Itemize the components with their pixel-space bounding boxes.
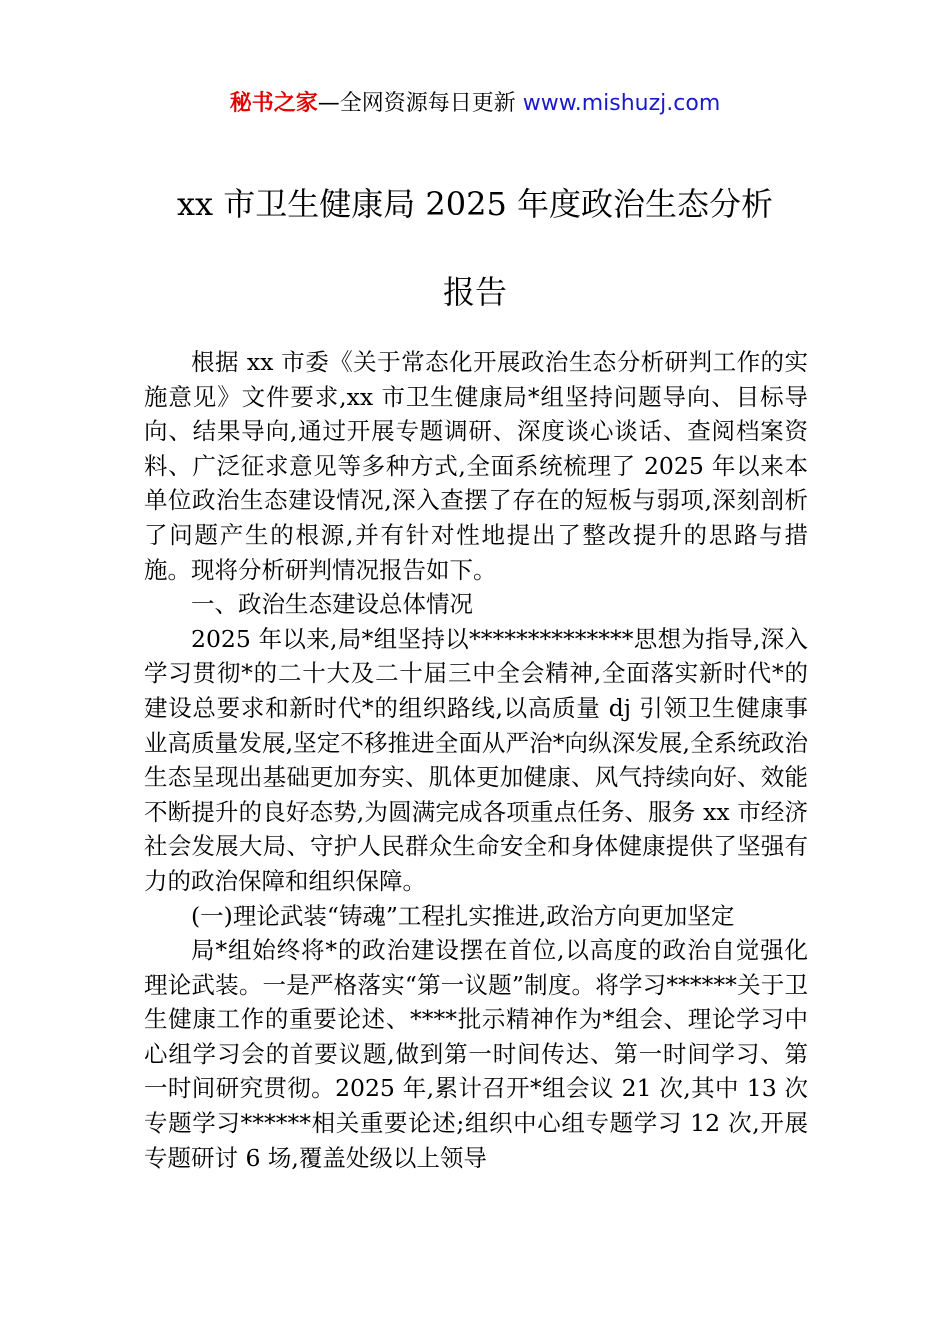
site-tagline: —全网资源每日更新 <box>317 91 523 116</box>
intro-paragraph: 根据 xx 市委《关于常态化开展政治生态分析研判工作的实施意见》文件要求,xx 市卫生健康局*组坚持问题导向、目标导向、结果导向,通过开展专题调研、深度谈心谈话、查阅档案资料、广泛征求意见等多种方式,全面系统梳理了 2025 年以来本单位政治生态建设情况,深入查摆了存在的短板与弱项,深刻剖析了问题产生的根源,并有针对性地提出了整改提升的思路与措施。现将分析研判情况报告如下。 <box>144 348 808 584</box>
site-url-link[interactable]: www.mishuzj.com <box>522 91 721 116</box>
document-body <box>144 345 808 1175</box>
theory-paragraph: 局*组始终将*的政治建设摆在首位,以高度的政治自觉强化理论武装。一是严格落实“第一议题”制度。将学习******关于卫生健康工作的重要论述、****批示精神作为*组会、理论学习中心组学习会的首要议题,做到第一时间传达、第一时间学习、第一时间研究贯彻。2025 年,累计召开*组会议 21 次,其中 13 次专题学习******相关重要论述;组织中心组专题学习 12 次,开展专题研讨 6 场,覆盖处级以上领导 <box>144 936 808 1172</box>
document-title-line2: 报告 <box>442 273 507 311</box>
site-header <box>0 88 950 120</box>
overview-paragraph: 2025 年以来,局*组坚持以**************思想为指导,深入学习贯彻*的二十大及二十届三中全会精神,全面落实新时代*的建设总要求和新时代*的组织路线,以高质量 dj 引领卫生健康事业高质量发展,坚定不移推进全面从严治*向纵深发展,全系统政治生态呈现出基础更加夯实、肌体更加健康、风气持续向好、效能不断提升的良好态势,为圆满完成各项重点任务、服务 xx 市经济社会发展大局、守护人民群众生命安全和身体健康提供了坚强有力的政治保障和组织保障。 <box>144 624 808 895</box>
site-name: 秘书之家 <box>229 91 318 116</box>
document-title-line1: xx 市卫生健康局 2025 年度政治生态分析 <box>176 185 774 223</box>
subsection-heading-1: (一)理论武装“铸魂”工程扎实推进,政治方向更加坚定 <box>191 901 735 930</box>
document-title <box>100 160 850 336</box>
section-heading-1: 一、政治生态建设总体情况 <box>191 590 473 619</box>
